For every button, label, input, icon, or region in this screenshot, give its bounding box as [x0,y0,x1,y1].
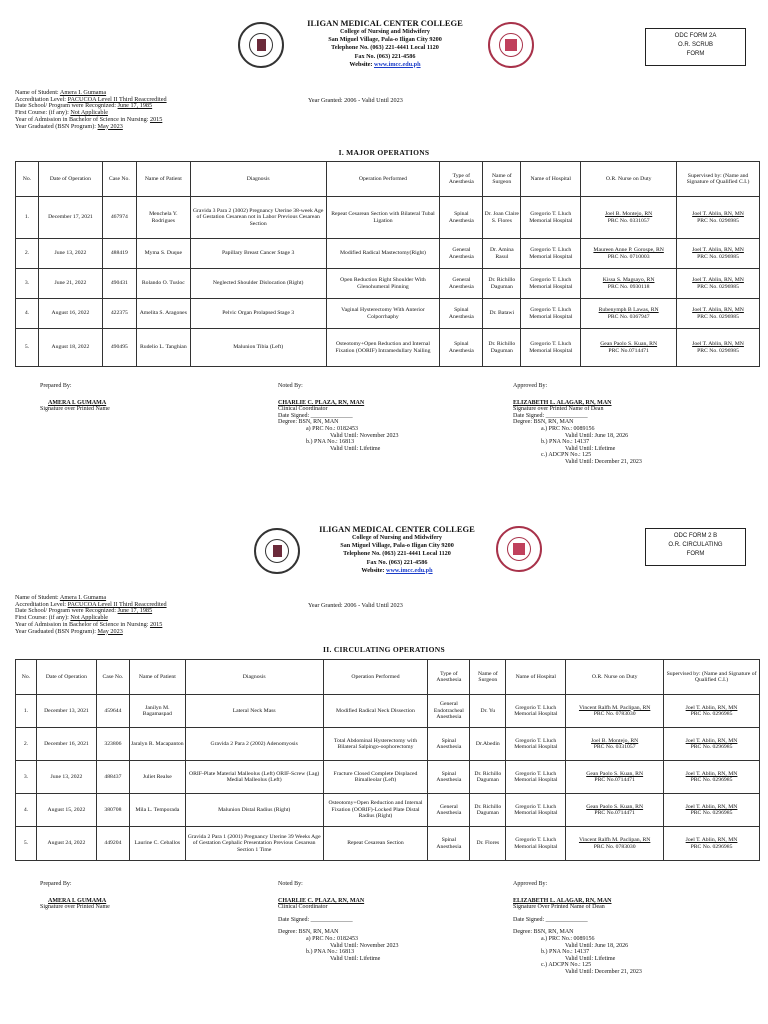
college-address: San Miguel Village, Pala-o Iligan City 9200 [340,542,454,550]
year-granted: Year Granted: 2006 - Valid Until 2023 [308,97,403,104]
col-date: Date of Operation [36,660,96,695]
table-row: 2. December 16, 2021 323806 Jaralyn R. Macapanton Gravida 2 Para 2 (2002) Adenomyosis Total Abdominal Hysterectomy with Bilateral Salpingo-oophorectomy Spinal Anesthesia Dr.Abedin Gregorio T. Lluch Memorial Hospital Joel B. Montejo, RN PRC No. 0331057 Joel T. Ablin, RN, MN PRC No. 0296985 [16,728,760,761]
college-seal-left [254,528,300,574]
nursing-seal-right [496,526,542,572]
student-info: Name of Student: Amera I. Gumama Accreditation Level: PACUCOA Level II Third Reaccredited Date School/ Program were Recognized: June 17, 1985 First Course: (if any): Not Applicable Year of Admission in Bachelor of Science in Nursing: 2015 Year Graduated (BSN Program): May 2023 [15,89,167,130]
col-supervisor: Supervised by: (Name and Signature of Qualified C.I.) [677,162,760,197]
col-case: Case No. [96,660,129,695]
college-dept: College of Nursing and Midwifery [351,534,443,541]
section-title: I. MAJOR OPERATIONS [338,148,430,157]
letterhead [0,520,768,590]
college-telephone: Telephone No. (063) 221-4441 Local 1120 [331,44,439,52]
college-fax: Fax No. (063) 221-4586 [354,52,416,60]
college-block [302,524,492,575]
noted-by: Noted By: CHARLIE C. PLAZA, RN, MAN Clinical Coordinator Date Signed: ______________ Degree: BSN, RN, MAN a) PRC No.: 0182453 Valid Until: November 2023 b.) PNA No.: 16813 Valid Until: Lifetime [278,383,399,452]
table-row: 3. June 13, 2022 488437 Juliet Realse ORIF-Plate Material Malleolus (Left) ORIF-Screw (Lag) Medial Malleolus (Left) Fracture Closed Complete Displaced Bimalleolar (Left) Spinal Anesthesia Dr. Richillo Daguman Gregorio T. Lluch Memorial Hospital Gean Paolo S. Kuan, RN PRC No.0714471 Joel T. Ablin, RN, MN PRC No. 0296985 [16,761,760,794]
student-info: Name of Student: Amera I. Gumama Accreditation Level: PACUCOA Level II Third Reaccredited Date School/ Program were Recognized: June 17, 1985 First Course: (if any): Not Applicable Year of Admission in Bachelor of Science in Nursing: 2015 Year Graduated (BSN Program): May 2023 [15,594,167,635]
letterhead [0,14,768,84]
col-patient: Name of Patient [129,660,185,695]
col-surgeon: Name of Surgeon [483,162,521,197]
approved-by: Approved By: ELIZABETH L. ALAGAR, RN, MAN Signature over Printed Name of Dean Date Signed: ______________ Degree: BSN, RN, MAN a.) PRC No.: 0089156 Valid Until: June 18, 2026 b.) PNA No.: 14137 Valid Until: Lifetime c.) ADCPN No.: 125 Valid Until: December 21, 2023 [513,383,642,465]
table-row: 5. August 24, 2022 449204 Laurine C. Ceballos Gravida 2 Para 1 (2001) Pregnancy Uterine 39 Weeks Age of Gestation Cephalic Presentation Previous Cesarean Section 1 Time Repeat Cesarean Section Spinal Anesthesia Dr. Flores Gregorio T. Lluch Memorial Hospital Vincent Ralfh M. Paclipan, RN PRC No. 0783030 Joel T. Ablin, RN, MN PRC No. 0296985 [16,827,760,861]
college-fax: Fax No. (063) 221-4586 [366,558,428,566]
table-row: 1. December 13, 2021 459644 Janilyn M. Bagamaspad Lateral Neck Mass Modified Radical Neck Dissection General Endotracheal Anesthesia Dr. Yu Gregorio T. Lluch Memorial Hospital Vincent Ralfh M. Paclipan, RN PRC No. 0783030 Joel T. Ablin, RN, MN PRC No. 0296985 [16,695,760,728]
col-supervisor: Supervised by: (Name and Signature of Qualified C.I.) [664,660,760,695]
col-operation: Operation Performed [326,162,440,197]
year-granted: Year Granted: 2006 - Valid Until 2023 [308,602,403,609]
col-anesthesia: Type of Anesthesia [428,660,470,695]
col-operation: Operation Performed [323,660,428,695]
college-name: ILIGAN MEDICAL CENTER COLLEGE [319,524,475,534]
col-case: Case No. [102,162,136,197]
col-no: No. [16,162,39,197]
col-anesthesia: Type of Anesthesia [440,162,483,197]
college-website-link[interactable]: www.imcc.edu.ph [385,566,433,574]
prepared-by: Prepared By: AMERA I. GUMAMA Signature over Printed Name [40,383,110,413]
section-title: II. CIRCULATING OPERATIONS [323,645,445,654]
college-name: ILIGAN MEDICAL CENTER COLLEGE [307,18,463,28]
col-date: Date of Operation [38,162,102,197]
college-seal-left [238,22,284,68]
col-hospital: Name of Hospital [521,162,581,197]
col-nurse: O.R. Nurse on Duty [566,660,664,695]
table-row: 1. December 17, 2021 467974 Menchela Y. Rodrigues Gravida 3 Para 2 (3002) Pregnancy Uterine 38-week Age of Gestation Cesarean not in Labor Previous Cesarean Section Repeat Cesarean Section with Bilateral Tubal Ligation Spinal Anesthesia Dr. Joan Claire S. Flores Gregorio T. Lluch Memorial Hospital Joel B. Montejo, RN PRC No. 0331057 Joel T. Ablin, RN, MN PRC No. 0296985 [16,197,760,239]
section-circulating [0,505,768,1024]
form-label-box: ODC FORM 2 B O.R. CIRCULATING FORM [645,528,746,566]
table-row: 5. August 18, 2022 490495 Rudelio L. Tanghian Malunion Tibia (Left) Osteotomy+Open Reduction and Internal Fixation (OORIF) Intramedullary Nailing Spinal Anesthesia Dr. Richillo Daguman Gregorio T. Lluch Memorial Hospital Gean Paolo S. Kuan, RN PRC No.0714471 Joel T. Ablin, RN, MN PRC No. 0296985 [16,329,760,367]
noted-by: Noted By: CHARLIE C. PLAZA, RN, MAN Clinical Coordinator Date Signed: ______________ Degree: BSN, RN, MAN a) PRC No.: 0182453 Valid Until: November 2023 b.) PNA No.: 16813 Valid Until: Lifetime [278,881,399,962]
table-row: 3. June 21, 2022 490431 Rolando O. Tusloc Neglected Shoulder Dislocation (Right) Open Reduction Right Shoulder With Glenohumeral Pinning General Anesthesia Dr. Richillo Daguman Gregorio T. Lluch Memorial Hospital Kissa S. Magsayo, RN PRC No. 0930118 Joel T. Ablin, RN, MN PRC No. 0296985 [16,269,760,299]
nursing-seal-right [488,22,534,68]
col-patient: Name of Patient [136,162,190,197]
section-major [0,0,768,505]
col-hospital: Name of Hospital [506,660,566,695]
college-address: San Miguel Village, Pala-o Iligan City 9200 [328,36,442,44]
college-website-row: Website: www.imcc.edu.ph [349,60,421,68]
college-dept: College of Nursing and Midwifery [339,28,431,35]
table-header [16,162,760,197]
table-row: 4. August 16, 2022 422375 Amelita S. Aragones Pelvic Organ Prolapsed Stage 3 Vaginal Hysterectomy With Anterior Colporrhaphy Spinal Anesthesia Dr. Batawi Gregorio T. Lluch Memorial Hospital Rubenymph B Lawas, RN PRC No. 0367947 Joel T. Ablin, RN, MN PRC No. 0296985 [16,299,760,329]
table-header [16,660,760,695]
prepared-by: Prepared By: AMERA I. GUMAMA Signature over Printed Name [40,881,110,911]
college-website-link[interactable]: www.imcc.edu.ph [373,60,421,68]
col-surgeon: Name of Surgeon [470,660,506,695]
college-telephone: Telephone No. (063) 221-4441 Local 1120 [343,550,451,558]
table-row: 2. June 13, 2022 488419 Myma S. Duque Papillary Breast Cancer Stage 3 Modified Radical Mastectomy(Right) General Anesthesia Dr. Amina Rasul Gregorio T. Lluch Memorial Hospital Maureen Anne P. Gorospe, RN PRC No. 0710003 Joel T. Ablin, RN, MN PRC No. 0296985 [16,239,760,269]
college-block [290,18,480,69]
circulating-operations-table [15,659,760,861]
approved-by: Approved By: ELIZABETH L. ALAGAR, RN, MAN Signature Over Printed Name of Dean Date Signed: ______________ Degree: BSN, RN, MAN a.) PRC No.: 0089156 Valid Until: June 18, 2026 b.) PNA No.: 14137 Valid Until: Lifetime c.) ADCPN No.: 125 Valid Until: December 21, 2023 [513,881,642,975]
col-diagnosis: Diagnosis [185,660,323,695]
college-website-row: Website: www.imcc.edu.ph [361,566,433,574]
col-nurse: O.R. Nurse on Duty [581,162,677,197]
form-label-box: ODC FORM 2A O.R. SCRUB FORM [645,28,746,66]
major-operations-table [15,161,760,367]
col-diagnosis: Diagnosis [190,162,326,197]
table-row: 4. August 15, 2022 380708 Mila L. Temporada Malunion Distal Radius (Right) Osteotomy+Open Reduction and Internal Fixation (OORIF)-Locked Plate Distal Radius (Right) General Anesthesia Dr. Richillo Daguman Gregorio T. Lluch Memorial Hospital Gean Paolo S. Kuan, RN PRC No.0714471 Joel T. Ablin, RN, MN PRC No. 0296985 [16,794,760,827]
col-no: No. [16,660,37,695]
